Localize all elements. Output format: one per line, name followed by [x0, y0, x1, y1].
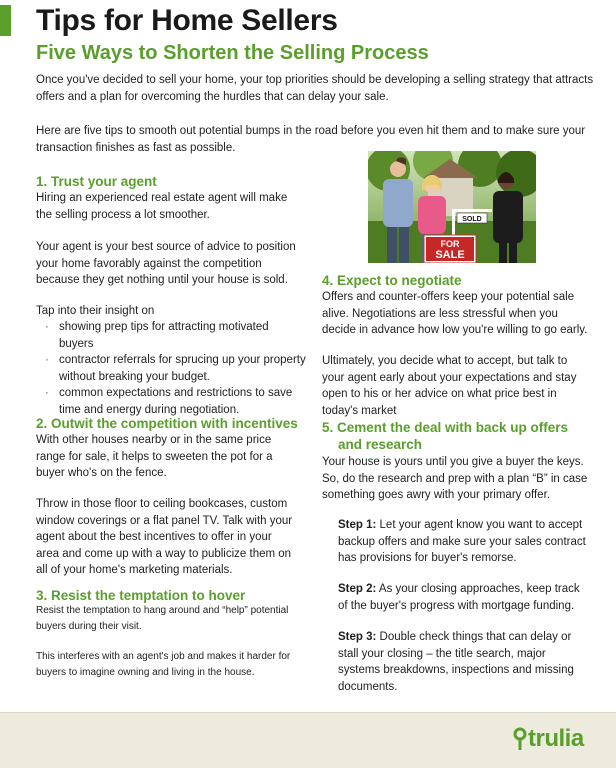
step-text: Double check things that can delay or stall your closing – the title search, major systems breakdowns, inspections and missing documents. [338, 631, 574, 693]
tip4-heading: 4. Expect to negotiate [322, 273, 462, 288]
sold-sign-text: SOLD [462, 216, 482, 223]
tip5-step-2 [338, 581, 590, 614]
tip2-paragraph-1: With other houses nearby or in the same price range for sale, it helps to sweeten the pot for a buyer who's on the fence. [36, 434, 273, 479]
step-label: Step 3: [338, 631, 377, 643]
tip1-bullet-list [36, 319, 306, 418]
step-label: Step 1: [338, 519, 377, 531]
tip1-paragraph-2: Your agent is your best source of advice to position your home favorably against the competition because they get nothing until your house is sold. [36, 241, 296, 286]
list-item: · showing prep tips for attracting motivated buyers [36, 319, 306, 352]
page-subtitle: Five Ways to Shorten the Selling Process [36, 42, 429, 64]
intro-paragraph-1: Once you've decided to sell your home, your top priorities should be developing a selling strategy that attracts offers and a plan for overcoming the hurdles that can delay your sale. [36, 74, 594, 103]
step-text: As your closing approaches, keep track of the buyer's progress with mortgage funding. [338, 583, 580, 612]
tip2-heading: 2. Outwit the competition with incentives [36, 416, 298, 431]
tip5-heading-line2: and research [338, 437, 423, 452]
for-sale-sign-line2: SALE [435, 249, 465, 261]
trulia-logo [513, 722, 584, 752]
tip5-step-1 [338, 517, 590, 567]
tip1-paragraph-3: Tap into their insight on [36, 305, 155, 317]
sellers-photo-illustration [368, 151, 536, 263]
page-title: Tips for Home Sellers [36, 4, 338, 37]
tip5-heading-line1: 5. Cement the deal with back up offers [322, 420, 569, 435]
tip1-heading: 1. Trust your agent [36, 174, 157, 189]
tip5-step-3 [338, 629, 590, 695]
step-text: Let your agent know you want to accept backup offers and make sure your sales contract has provisions for buyer's remorse. [338, 519, 586, 564]
header-accent-bar [0, 5, 11, 36]
sellers-photo [368, 151, 536, 263]
tip3-paragraph-1: Resist the temptation to hang around and “help” potential buyers during their visit. [36, 605, 289, 632]
tip3-heading: 3. Resist the temptation to hover [36, 588, 246, 603]
step-label: Step 2: [338, 583, 377, 595]
tip3-paragraph-2: This interferes with an agent's job and makes it harder for buyers to imagine owning and living in the house. [36, 651, 291, 678]
tip1-paragraph-1: Hiring an experienced real estate agent will make the selling process a lot smoother. [36, 192, 288, 221]
list-item: · common expectations and restrictions to save time and energy during negotiation. [36, 385, 306, 418]
tip4-paragraph-1: Offers and counter-offers keep your potential sale alive. Negotiations are less stressful when you decide in advance how low you're willing to go early. [322, 291, 588, 336]
list-item: · contractor referrals for sprucing up your property without breaking your budget. [36, 352, 306, 385]
for-sale-sign-line1: FOR [440, 239, 460, 249]
footer-divider [0, 712, 616, 713]
map-pin-icon [513, 727, 527, 751]
tip4-paragraph-2: Ultimately, you decide what to accept, but talk to your agent early about your expectations and stay open to his or her advice on what price best in today's market [322, 355, 577, 417]
tip5-paragraph-1: Your house is yours until you give a buyer the keys. So, do the research and prep with a plan “B” in case something goes awry with your primary offer. [322, 456, 588, 501]
logo-text: trulia [528, 725, 584, 752]
intro-paragraph-2: Here are five tips to smooth out potential bumps in the road before you even hit them and to make sure your transaction finishes as fast as possible. [36, 125, 586, 154]
tip2-paragraph-2: Throw in those floor to ceiling bookcases, custom window coverings or a flat panel TV. Talk with your agent about the best incentives to offer in your area and come up with a way to publicize them on all of your home's marketing materials. [36, 498, 293, 576]
